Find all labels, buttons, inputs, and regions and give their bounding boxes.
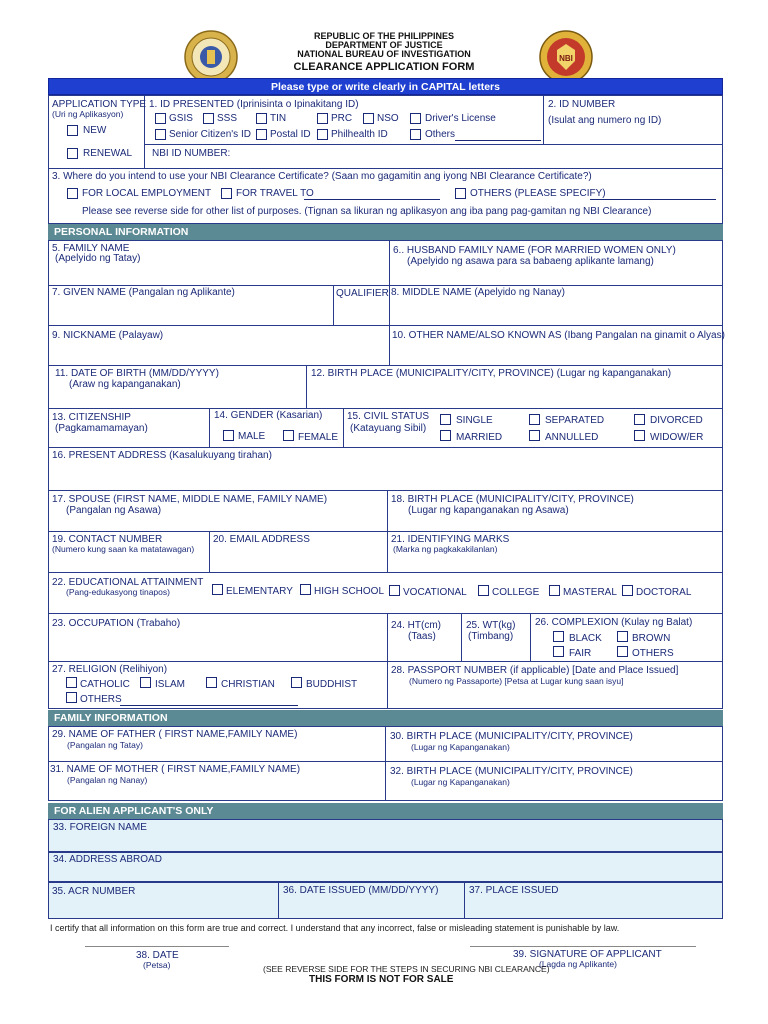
occupation-label: 23. OCCUPATION (Trabaho) bbox=[52, 618, 181, 629]
form-title: CLEARANCE APPLICATION FORM bbox=[293, 61, 475, 73]
buddhist-label: BUDDHIST bbox=[306, 679, 358, 690]
philhealth-id-label: Philhealth ID bbox=[331, 129, 388, 140]
reverse-note: (SEE REVERSE SIDE FOR THE STEPS IN SECURING NBI CLEARANCE) bbox=[263, 964, 550, 974]
citizenship-sub: (Pagkamamamayan) bbox=[55, 423, 148, 434]
passport-sub: (Numero ng Passaporte) [Petsa at Lugar kung saan isyu] bbox=[409, 676, 624, 686]
present-address-label: 16. PRESENT ADDRESS (Kasalukuyang tirahan) bbox=[52, 450, 272, 461]
nickname-label: 9. NICKNAME (Palayaw) bbox=[52, 330, 164, 341]
id-number-sub: (Isulat ang numero ng ID) bbox=[548, 115, 662, 126]
travel-label: FOR TRAVEL TO bbox=[236, 188, 314, 199]
mother-name-label: 31. NAME OF MOTHER ( FIRST NAME,FAMILY NAME) bbox=[50, 764, 301, 775]
mother-birth-place-label: 32. BIRTH PLACE (MUNICIPALITY/CITY, PROVINCE) bbox=[390, 766, 633, 777]
spouse-birth-place-sub: (Lugar ng kapanganakan ng Asawa) bbox=[408, 505, 569, 516]
family-name-label: 5. FAMILY NAME bbox=[52, 243, 130, 254]
husband-name-label: 6.. HUSBAND FAMILY NAME (FOR MARRIED WOMEN ONLY) bbox=[393, 245, 676, 256]
local-employment-checkbox[interactable] bbox=[67, 188, 78, 199]
separated-checkbox[interactable] bbox=[529, 414, 540, 425]
weight-label: 25. WT(kg) bbox=[466, 620, 516, 631]
widow-label: WIDOW/ER bbox=[650, 432, 704, 443]
education-sub: (Pang-edukasyong tinapos) bbox=[66, 587, 170, 597]
single-checkbox[interactable] bbox=[440, 414, 451, 425]
masteral-label: MASTERAL bbox=[563, 587, 617, 598]
foreign-name-row bbox=[48, 819, 723, 852]
spouse-birth-place-label: 18. BIRTH PLACE (MUNICIPALITY/CITY, PROVINCE) bbox=[391, 494, 634, 505]
renewal-label: RENEWAL bbox=[83, 148, 133, 159]
sss-label: SSS bbox=[217, 113, 238, 124]
drivers-license-label: Driver's License bbox=[425, 113, 496, 124]
separated-label: SEPARATED bbox=[545, 415, 605, 426]
vocational-checkbox[interactable] bbox=[389, 585, 400, 596]
annulled-label: ANNULLED bbox=[545, 432, 599, 443]
widow-checkbox[interactable] bbox=[634, 430, 645, 441]
brown-label: BROWN bbox=[632, 633, 671, 644]
mother-birth-place-sub: (Lugar ng Kapanganakan) bbox=[411, 777, 510, 787]
others-id-checkbox[interactable] bbox=[410, 129, 421, 140]
brown-checkbox[interactable] bbox=[617, 631, 628, 642]
husband-name-sub: (Apelyido ng asawa para sa babaeng aplikante lamang) bbox=[407, 256, 654, 267]
email-label: 20. EMAIL ADDRESS bbox=[213, 534, 310, 545]
father-name-sub: (Pangalan ng Tatay) bbox=[67, 740, 143, 750]
local-employment-label: FOR LOCAL EMPLOYMENT bbox=[82, 188, 212, 199]
passport-label: 28. PASSPORT NUMBER (if applicable) [Date and Place Issued] bbox=[391, 665, 679, 676]
college-label: COLLEGE bbox=[492, 587, 540, 598]
others-purpose-checkbox[interactable] bbox=[455, 188, 466, 199]
personal-info-header: PERSONAL INFORMATION bbox=[48, 224, 723, 240]
date-issued-label: 36. DATE ISSUED (MM/DD/YYYY) bbox=[283, 885, 439, 896]
given-name-label: 7. GIVEN NAME (Pangalan ng Aplikante) bbox=[52, 287, 235, 298]
prc-label: PRC bbox=[331, 113, 353, 124]
islam-checkbox[interactable] bbox=[140, 677, 151, 688]
sss-checkbox[interactable] bbox=[203, 113, 214, 124]
certification-text: I certify that all information on this form are true and correct. I understand that any incorrect, false or misleading statement is punishable by law. bbox=[50, 923, 620, 933]
postal-id-checkbox[interactable] bbox=[256, 129, 267, 140]
dob-sub: (Araw ng kapanganakan) bbox=[69, 379, 181, 390]
family-name-sub: (Apelyido ng Tatay) bbox=[55, 253, 141, 264]
doctoral-checkbox[interactable] bbox=[622, 585, 633, 596]
male-checkbox[interactable] bbox=[223, 430, 234, 441]
id-presented-label: 1. ID PRESENTED (Iprinisinta o Ipinakitang ID) bbox=[149, 99, 359, 110]
svg-text:NBI: NBI bbox=[559, 54, 573, 63]
gsis-checkbox[interactable] bbox=[155, 113, 166, 124]
travel-destination-line[interactable] bbox=[304, 199, 440, 200]
father-birth-place-sub: (Lugar ng Kapanganakan) bbox=[411, 742, 510, 752]
id-number-label: 2. ID NUMBER bbox=[548, 99, 616, 110]
christian-checkbox[interactable] bbox=[206, 677, 217, 688]
highschool-checkbox[interactable] bbox=[300, 584, 311, 595]
masteral-checkbox[interactable] bbox=[549, 585, 560, 596]
black-label: BLACK bbox=[569, 633, 602, 644]
renewal-checkbox[interactable] bbox=[67, 148, 78, 159]
islam-label: ISLAM bbox=[155, 679, 186, 690]
purpose-note: Please see reverse side for other list of purposes. (Tignan sa likuran ng aplikasyon ang iba pang pag-gamitan ng NBI Clearance) bbox=[82, 206, 652, 217]
senior-id-label: Senior Citizen's ID bbox=[169, 129, 251, 140]
date-sub: (Petsa) bbox=[143, 960, 171, 970]
identifying-marks-label: 21. IDENTIFYING MARKS bbox=[391, 534, 510, 545]
others-religion-checkbox[interactable] bbox=[66, 692, 77, 703]
contact-number-label: 19. CONTACT NUMBER bbox=[52, 534, 163, 545]
married-checkbox[interactable] bbox=[440, 430, 451, 441]
acr-number-label: 35. ACR NUMBER bbox=[52, 886, 136, 897]
travel-checkbox[interactable] bbox=[221, 188, 232, 199]
prc-checkbox[interactable] bbox=[317, 113, 328, 124]
elementary-checkbox[interactable] bbox=[212, 584, 223, 595]
not-for-sale: THIS FORM IS NOT FOR SALE bbox=[309, 974, 454, 985]
male-label: MALE bbox=[238, 431, 266, 442]
contact-number-sub: (Numero kung saan ka matatawagan) bbox=[52, 544, 195, 554]
drivers-license-checkbox[interactable] bbox=[410, 113, 421, 124]
instruction-text: Please type or write clearly in CAPITAL letters bbox=[271, 81, 500, 93]
fair-label: FAIR bbox=[569, 648, 592, 659]
spouse-label: 17. SPOUSE (FIRST NAME, MIDDLE NAME, FAMILY NAME) bbox=[52, 494, 328, 505]
others-complexion-checkbox[interactable] bbox=[617, 646, 628, 657]
divorced-checkbox[interactable] bbox=[634, 414, 645, 425]
gender-label: 14. GENDER (Kasarian) bbox=[214, 410, 323, 421]
height-sub: (Taas) bbox=[408, 631, 436, 642]
citizenship-label: 13. CITIZENSHIP bbox=[52, 412, 131, 423]
married-label: MARRIED bbox=[456, 432, 503, 443]
complexion-label: 26. COMPLEXION (Kulay ng Balat) bbox=[535, 617, 693, 628]
elementary-label: ELEMENTARY bbox=[226, 586, 293, 597]
catholic-label: CATHOLIC bbox=[80, 679, 130, 690]
father-name-label: 29. NAME OF FATHER ( FIRST NAME,FAMILY NAME) bbox=[52, 729, 298, 740]
other-name-label: 10. OTHER NAME/ALSO KNOWN AS (Ibang Pangalan na ginamit o Alyas) bbox=[392, 330, 725, 341]
fair-checkbox[interactable] bbox=[553, 646, 564, 657]
foreign-name-label: 33. FOREIGN NAME bbox=[53, 822, 147, 833]
spouse-sub: (Pangalan ng Asawa) bbox=[66, 505, 162, 516]
female-label: FEMALE bbox=[298, 432, 339, 443]
nso-checkbox[interactable] bbox=[363, 113, 374, 124]
highschool-label: HIGH SCHOOL bbox=[314, 586, 385, 597]
others-religion-line[interactable] bbox=[120, 705, 298, 706]
family-info-header: FAMILY INFORMATION bbox=[48, 710, 723, 726]
height-label: 24. HT(cm) bbox=[391, 620, 441, 631]
identifying-marks-sub: (Marka ng pagkakakilanlan) bbox=[393, 544, 498, 554]
catholic-checkbox[interactable] bbox=[66, 677, 77, 688]
buddhist-checkbox[interactable] bbox=[291, 677, 302, 688]
single-label: SINGLE bbox=[456, 415, 493, 426]
signature-label: 39. SIGNATURE OF APPLICANT bbox=[513, 949, 662, 960]
address-abroad-label: 34. ADDRESS ABROAD bbox=[53, 854, 162, 865]
middle-name-label: 8. MIDDLE NAME (Apelyido ng Nanay) bbox=[391, 287, 565, 298]
nso-label: NSO bbox=[377, 113, 399, 124]
dob-label: 11. DATE OF BIRTH (MM/DD/YYYY) bbox=[55, 368, 219, 379]
doctoral-label: DOCTORAL bbox=[636, 587, 692, 598]
date-line[interactable] bbox=[85, 946, 229, 947]
others-purpose-line[interactable] bbox=[590, 199, 716, 200]
others-complexion-label: OTHERS bbox=[632, 648, 674, 659]
tin-checkbox[interactable] bbox=[256, 113, 267, 124]
postal-id-label: Postal ID bbox=[270, 129, 311, 140]
christian-label: CHRISTIAN bbox=[221, 679, 275, 690]
others-purpose-label: OTHERS (PLEASE SPECIFY) bbox=[470, 188, 606, 199]
senior-id-checkbox[interactable] bbox=[155, 129, 166, 140]
religion-label: 27. RELIGION (Relihiyon) bbox=[52, 664, 168, 675]
father-birth-place-label: 30. BIRTH PLACE (MUNICIPALITY/CITY, PROVINCE) bbox=[390, 731, 633, 742]
others-id-line[interactable] bbox=[455, 140, 541, 141]
purpose-question: 3. Where do you intend to use your NBI Clearance Certificate? (Saan mo gagamitin ang iyong NBI Clearance Certificate?) bbox=[52, 171, 592, 182]
civil-status-label: 15. CIVIL STATUS bbox=[347, 411, 430, 422]
education-label: 22. EDUCATIONAL ATTAINMENT bbox=[52, 577, 204, 588]
mother-name-sub: (Pangalan ng Nanay) bbox=[67, 775, 148, 785]
others-religion-label: OTHERS bbox=[80, 694, 122, 705]
signature-line[interactable] bbox=[470, 946, 696, 947]
birth-place-label: 12. BIRTH PLACE (MUNICIPALITY/CITY, PROVINCE) (Lugar ng kapanganakan) bbox=[311, 368, 672, 379]
civil-status-sub: (Katayuang Sibil) bbox=[350, 423, 427, 434]
header-republic: REPUBLIC OF THE PHILIPPINES bbox=[313, 31, 454, 41]
new-label: NEW bbox=[83, 125, 107, 136]
weight-sub: (Timbang) bbox=[468, 631, 514, 642]
header-nbi: NATIONAL BUREAU OF INVESTIGATION bbox=[297, 49, 471, 59]
black-checkbox[interactable] bbox=[553, 631, 564, 642]
qualifier-label: QUALIFIER bbox=[336, 288, 389, 299]
app-type-sub: (Uri ng Aplikasyon) bbox=[52, 109, 124, 119]
alien-section-header: FOR ALIEN APPLICANT'S ONLY bbox=[48, 803, 723, 819]
female-checkbox[interactable] bbox=[283, 430, 294, 441]
philhealth-id-checkbox[interactable] bbox=[317, 129, 328, 140]
annulled-checkbox[interactable] bbox=[529, 430, 540, 441]
vocational-label: VOCATIONAL bbox=[403, 587, 467, 598]
new-checkbox[interactable] bbox=[67, 125, 78, 136]
others-id-label: Others bbox=[425, 129, 456, 140]
gsis-label: GSIS bbox=[169, 113, 193, 124]
header-doj: DEPARTMENT OF JUSTICE bbox=[325, 40, 443, 50]
date-label: 38. DATE bbox=[136, 950, 179, 961]
nbi-id-label: NBI ID NUMBER: bbox=[152, 148, 231, 159]
divorced-label: DIVORCED bbox=[650, 415, 703, 426]
place-issued-label: 37. PLACE ISSUED bbox=[469, 885, 559, 896]
tin-label: TIN bbox=[270, 113, 287, 124]
instruction-banner bbox=[48, 78, 723, 95]
app-type-label: APPLICATION TYPE bbox=[52, 99, 147, 110]
signature-sub: (Lagda ng Aplikante) bbox=[539, 959, 617, 969]
college-checkbox[interactable] bbox=[478, 585, 489, 596]
